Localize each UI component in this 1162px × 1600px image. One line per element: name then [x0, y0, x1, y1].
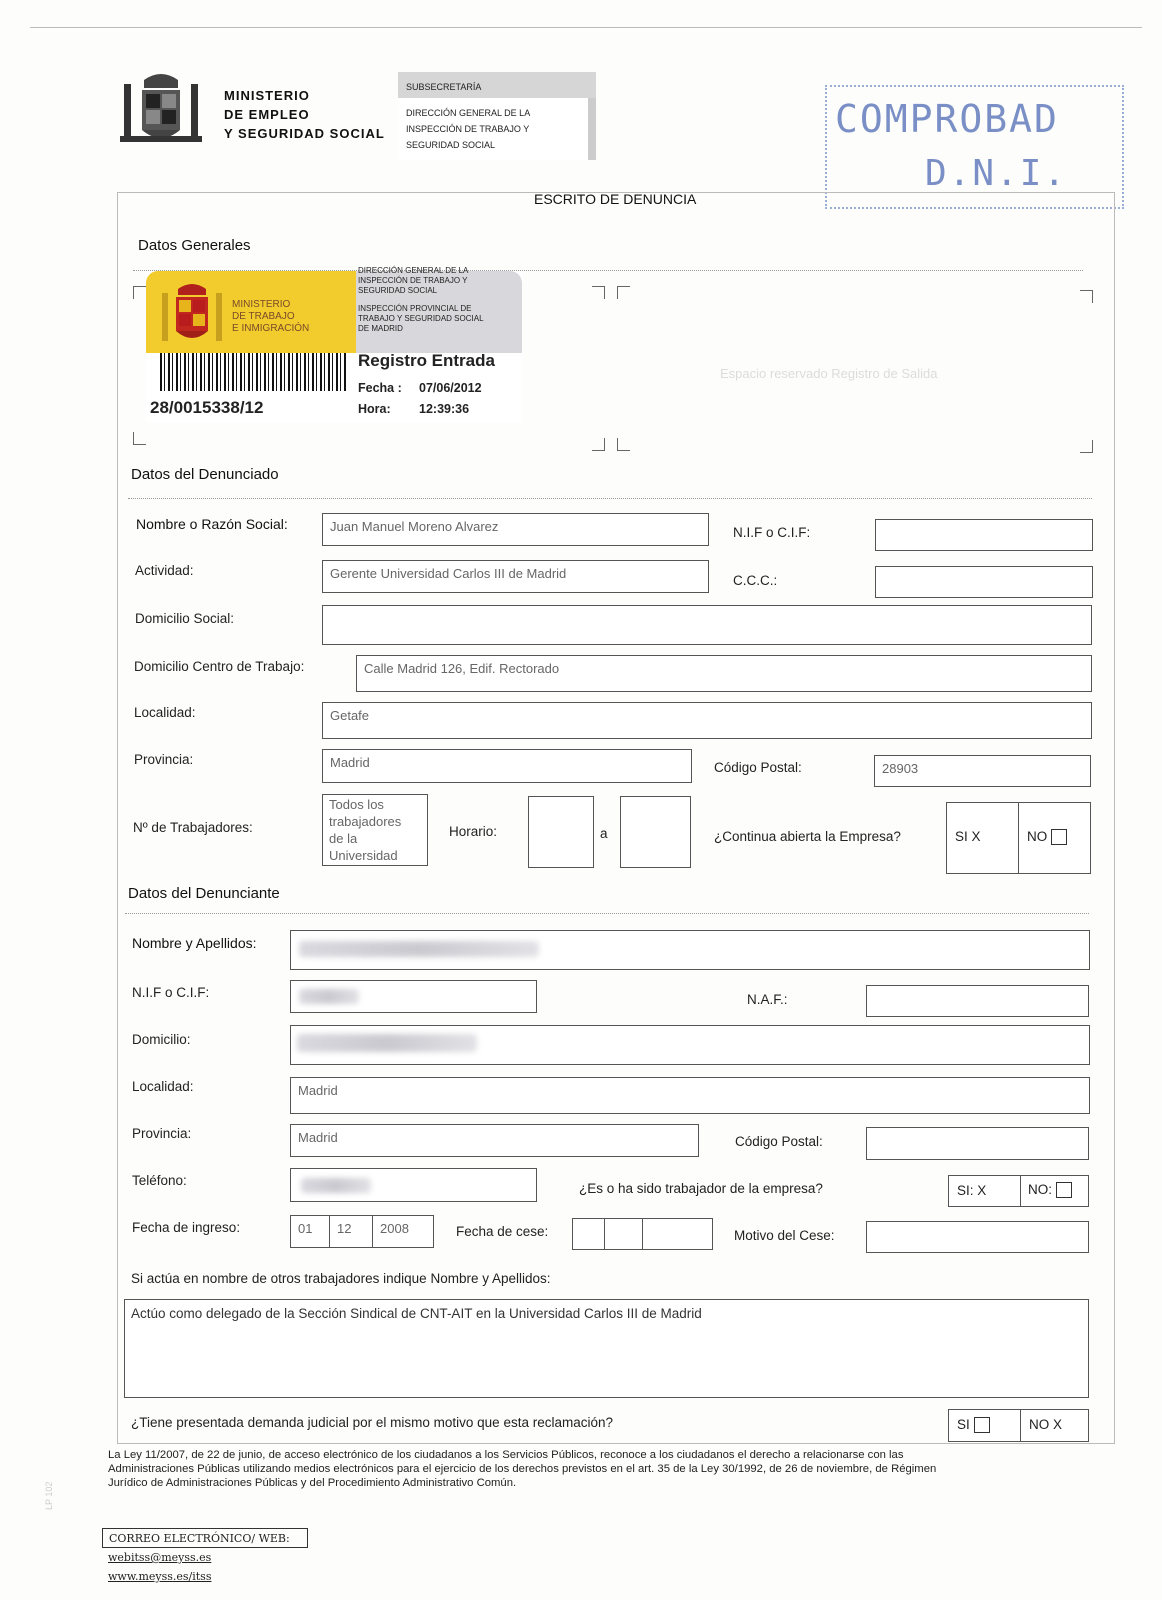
codigo-postal-value: 28903	[882, 761, 919, 776]
fecha-cese-mes[interactable]	[604, 1218, 643, 1250]
sticker-dg-line2: INSPECCIÓN DE TRABAJO Y	[358, 276, 468, 285]
horario-label: Horario:	[449, 824, 498, 839]
redacted-nif	[299, 989, 359, 1004]
fecha-cese-label: Fecha de cese:	[456, 1224, 549, 1239]
motivo-cese-label: Motivo del Cese:	[734, 1228, 835, 1243]
demanda-judicial-question: ¿Tiene presentada demanda judicial por el mismo motivo que esta reclamación?	[131, 1415, 613, 1430]
fecha-ingreso-mes-value: 12	[337, 1221, 352, 1236]
hora-value: 12:39:36	[419, 402, 470, 416]
codigo-postal-field[interactable]	[874, 755, 1091, 787]
demanda-judicial-si-text: SI	[957, 1417, 970, 1432]
horario-a-label: a	[600, 826, 608, 841]
trabajador-no-text: NO:	[1028, 1182, 1053, 1197]
otros-trabajadores-field[interactable]	[124, 1299, 1089, 1398]
trabajador-question: ¿Es o ha sido trabajador de la empresa?	[579, 1181, 823, 1196]
document-title: ESCRITO DE DENUNCIA	[534, 191, 697, 207]
trabajador-no-label	[1028, 1182, 1072, 1198]
denunciante-localidad-field[interactable]	[290, 1077, 1090, 1114]
redacted-name	[299, 941, 539, 957]
registro-entrada-label: Registro Entrada	[358, 351, 495, 370]
sticker-ip-line2: TRABAJO Y SEGURIDAD SOCIAL	[358, 314, 484, 323]
trabajador-si-box[interactable]	[948, 1175, 1021, 1207]
continua-abierta-no-label	[1027, 829, 1067, 845]
hora-label: Hora:	[358, 402, 391, 416]
continua-abierta-si-box[interactable]	[946, 802, 1019, 874]
contact-title-box	[102, 1528, 308, 1548]
nif-cif-label: N.I.F o C.I.F:	[733, 525, 811, 540]
demanda-judicial-no-box[interactable]	[1020, 1409, 1089, 1442]
coat-of-arms-icon	[120, 66, 202, 148]
domicilio-centro-label: Domicilio Centro de Trabajo:	[134, 659, 305, 674]
continua-abierta-no-text: NO	[1027, 829, 1048, 844]
provincia-field[interactable]	[322, 749, 692, 783]
nif-cif-field[interactable]	[875, 519, 1093, 551]
denunciante-localidad-value: Madrid	[298, 1083, 338, 1098]
denunciante-nif-label: N.I.F o C.I.F:	[132, 985, 210, 1000]
otros-trabajadores-value: Actúo como delegado de la Sección Sindical de CNT-AIT en la Universidad Carlos III de Madrid	[131, 1306, 702, 1321]
fecha-ingreso-label: Fecha de ingreso:	[132, 1220, 241, 1235]
barcode	[160, 353, 348, 391]
motivo-cese-field[interactable]	[866, 1221, 1089, 1253]
nombre-razon-social-field[interactable]	[322, 513, 709, 546]
sticker-ip-line1: INSPECCIÓN PROVINCIAL DE	[358, 304, 472, 313]
continua-abierta-si-label: SI X	[955, 829, 981, 844]
ccc-field[interactable]	[875, 566, 1093, 598]
continua-abierta-no-box[interactable]	[1018, 802, 1091, 874]
ccc-label: C.C.C.:	[733, 573, 778, 588]
reserved-space-text: Espacio reservado Registro de Salida	[720, 366, 938, 381]
denunciante-provincia-value: Madrid	[298, 1130, 338, 1145]
fecha-ingreso-mes[interactable]	[329, 1215, 373, 1248]
subsecretaria-label: SUBSECRETARÍA	[406, 82, 482, 92]
num-trabajadores-line3: de la	[329, 831, 358, 846]
contact-email-link[interactable]: webitss@meyss.es	[108, 1551, 212, 1564]
legal-text-line2: Administraciones Públicas utilizando medios electrónicos para el ejercicio de los derechos previstos en el art. 35 de la Ley 30/1992, de 26 de noviembre, de Régimen	[108, 1463, 937, 1475]
scan-edge	[30, 27, 1142, 28]
demanda-judicial-si-label	[957, 1417, 990, 1433]
continua-abierta-label: ¿Continua abierta la Empresa?	[714, 829, 901, 844]
actividad-value: Gerente Universidad Carlos III de Madrid	[330, 566, 567, 581]
section-divider	[128, 498, 1092, 499]
sticker-dg-line1: DIRECCIÓN GENERAL DE LA	[358, 266, 469, 275]
section-divider	[125, 913, 1089, 914]
num-trabajadores-line1: Todos los	[329, 797, 384, 812]
sticker-dg-line3: SEGURIDAD SOCIAL	[358, 286, 438, 295]
denunciante-cp-field[interactable]	[866, 1127, 1089, 1160]
comprobado-dni-stamp	[825, 85, 1124, 209]
domicilio-social-label: Domicilio Social:	[135, 611, 235, 626]
sticker-ministry-line2: DE TRABAJO	[232, 311, 295, 322]
provincia-label: Provincia:	[134, 752, 194, 767]
corner-mark	[592, 438, 605, 451]
fecha-value: 07/06/2012	[419, 381, 482, 395]
domicilio-centro-value: Calle Madrid 126, Edif. Rectorado	[364, 661, 560, 676]
horario-desde-field[interactable]	[528, 796, 594, 868]
corner-mark	[617, 286, 630, 299]
fecha-cese-dia[interactable]	[572, 1218, 605, 1250]
trabajador-si-label: SI: X	[957, 1183, 987, 1198]
denunciante-nif-field[interactable]	[290, 980, 537, 1013]
sticker-ministry-line1: MINISTERIO	[232, 299, 291, 310]
provincia-value: Madrid	[330, 755, 370, 770]
sticker-ip-line3: DE MADRID	[358, 324, 403, 333]
stamp-text-dni: D.N.I.	[925, 153, 1068, 194]
corner-mark	[1080, 290, 1093, 303]
registro-number: 28/0015338/12	[150, 398, 264, 417]
naf-field[interactable]	[866, 985, 1089, 1017]
corner-mark	[617, 438, 630, 451]
fecha-cese-anio[interactable]	[642, 1218, 713, 1250]
redacted-domicilio	[297, 1034, 477, 1052]
dg-line2: INSPECCIÓN DE TRABAJO Y	[406, 124, 530, 134]
demanda-judicial-si-box[interactable]	[948, 1409, 1021, 1442]
nombre-apellidos-field[interactable]	[290, 930, 1090, 970]
denunciante-provincia-label: Provincia:	[132, 1126, 192, 1141]
trabajador-no-box[interactable]	[1020, 1175, 1089, 1207]
demanda-judicial-no-label: NO X	[1029, 1417, 1063, 1432]
localidad-field[interactable]	[322, 702, 1092, 739]
denunciante-localidad-label: Localidad:	[132, 1079, 194, 1094]
sticker-ministry-line3: E INMIGRACIÓN	[232, 323, 310, 334]
nombre-apellidos-label: Nombre y Apellidos:	[132, 935, 257, 951]
stamp-text-comprobado: COMPROBAD	[835, 97, 1059, 141]
localidad-label: Localidad:	[134, 705, 196, 720]
telefono-field[interactable]	[290, 1168, 537, 1202]
telefono-label: Teléfono:	[132, 1173, 187, 1188]
localidad-value: Getafe	[330, 708, 370, 723]
corner-mark	[133, 286, 146, 299]
domicilio-social-field[interactable]	[322, 605, 1092, 645]
corner-mark	[592, 286, 605, 299]
fecha-label: Fecha :	[358, 381, 402, 395]
domicilio-field[interactable]	[290, 1025, 1090, 1065]
contact-web-link[interactable]: www.meyss.es/itss	[108, 1570, 212, 1583]
naf-label: N.A.F.:	[747, 992, 788, 1007]
corner-mark	[133, 432, 146, 445]
legal-text-line3: Jurídico de Administraciones Públicas y del Procedimiento Administrativo Común.	[108, 1477, 517, 1489]
legal-text	[108, 1448, 1108, 1490]
continua-abierta-no-checkbox[interactable]	[1051, 829, 1067, 845]
nombre-razon-social-label: Nombre o Razón Social:	[136, 516, 288, 532]
corner-mark	[1080, 440, 1093, 453]
demanda-judicial-si-checkbox[interactable]	[974, 1417, 990, 1433]
subsecretaria-bar	[588, 98, 596, 160]
actividad-field[interactable]	[322, 560, 709, 593]
horario-hasta-field[interactable]	[620, 796, 691, 868]
trabajador-no-checkbox[interactable]	[1056, 1182, 1072, 1198]
fecha-ingreso-dia-value: 01	[298, 1221, 313, 1236]
num-trabajadores-line4: Universidad	[329, 848, 398, 863]
nombre-razon-social-value: Juan Manuel Moreno Alvarez	[330, 519, 499, 534]
subsecretaria-block	[398, 72, 596, 160]
redacted-telefono	[301, 1178, 371, 1193]
coat-of-arms-color-icon	[160, 279, 224, 347]
fecha-ingreso-anio-value: 2008	[380, 1221, 409, 1236]
dg-line1: DIRECCIÓN GENERAL DE LA	[406, 108, 531, 118]
actividad-label: Actividad:	[135, 563, 194, 578]
denunciante-provincia-field[interactable]	[290, 1124, 699, 1157]
ministry-name-line2: DE EMPLEO	[224, 107, 310, 122]
dg-line3: SEGURIDAD SOCIAL	[406, 140, 496, 150]
denunciante-cp-label: Código Postal:	[735, 1134, 823, 1149]
num-trabajadores-label: Nº de Trabajadores:	[133, 820, 253, 835]
otros-trabajadores-label: Si actúa en nombre de otros trabajadores indique Nombre y Apellidos:	[131, 1271, 551, 1286]
num-trabajadores-field[interactable]	[322, 794, 428, 866]
side-form-code: LP 102	[44, 1481, 54, 1510]
ministry-name-line3: Y SEGURIDAD SOCIAL	[224, 126, 385, 141]
legal-text-line1: La Ley 11/2007, de 22 de junio, de acceso electrónico de los ciudadanos a los Servicios Públicos, reconoce a los ciudadanos el derecho a relacionarse con las	[108, 1449, 904, 1461]
section-title-denunciante: Datos del Denunciante	[128, 885, 280, 902]
ministry-name-line1: MINISTERIO	[224, 88, 310, 103]
codigo-postal-label: Código Postal:	[714, 760, 802, 775]
section-title-denunciado: Datos del Denunciado	[131, 466, 279, 483]
domicilio-label: Domicilio:	[132, 1032, 191, 1047]
section-title-datos-generales: Datos Generales	[138, 237, 251, 254]
fecha-ingreso-dia[interactable]	[290, 1215, 330, 1248]
contact-title: CORREO ELECTRÓNICO/ WEB:	[109, 1532, 290, 1545]
domicilio-centro-field[interactable]	[356, 655, 1092, 692]
fecha-ingreso-anio[interactable]	[372, 1215, 434, 1248]
registro-sticker	[146, 266, 522, 423]
num-trabajadores-line2: trabajadores	[329, 814, 402, 829]
